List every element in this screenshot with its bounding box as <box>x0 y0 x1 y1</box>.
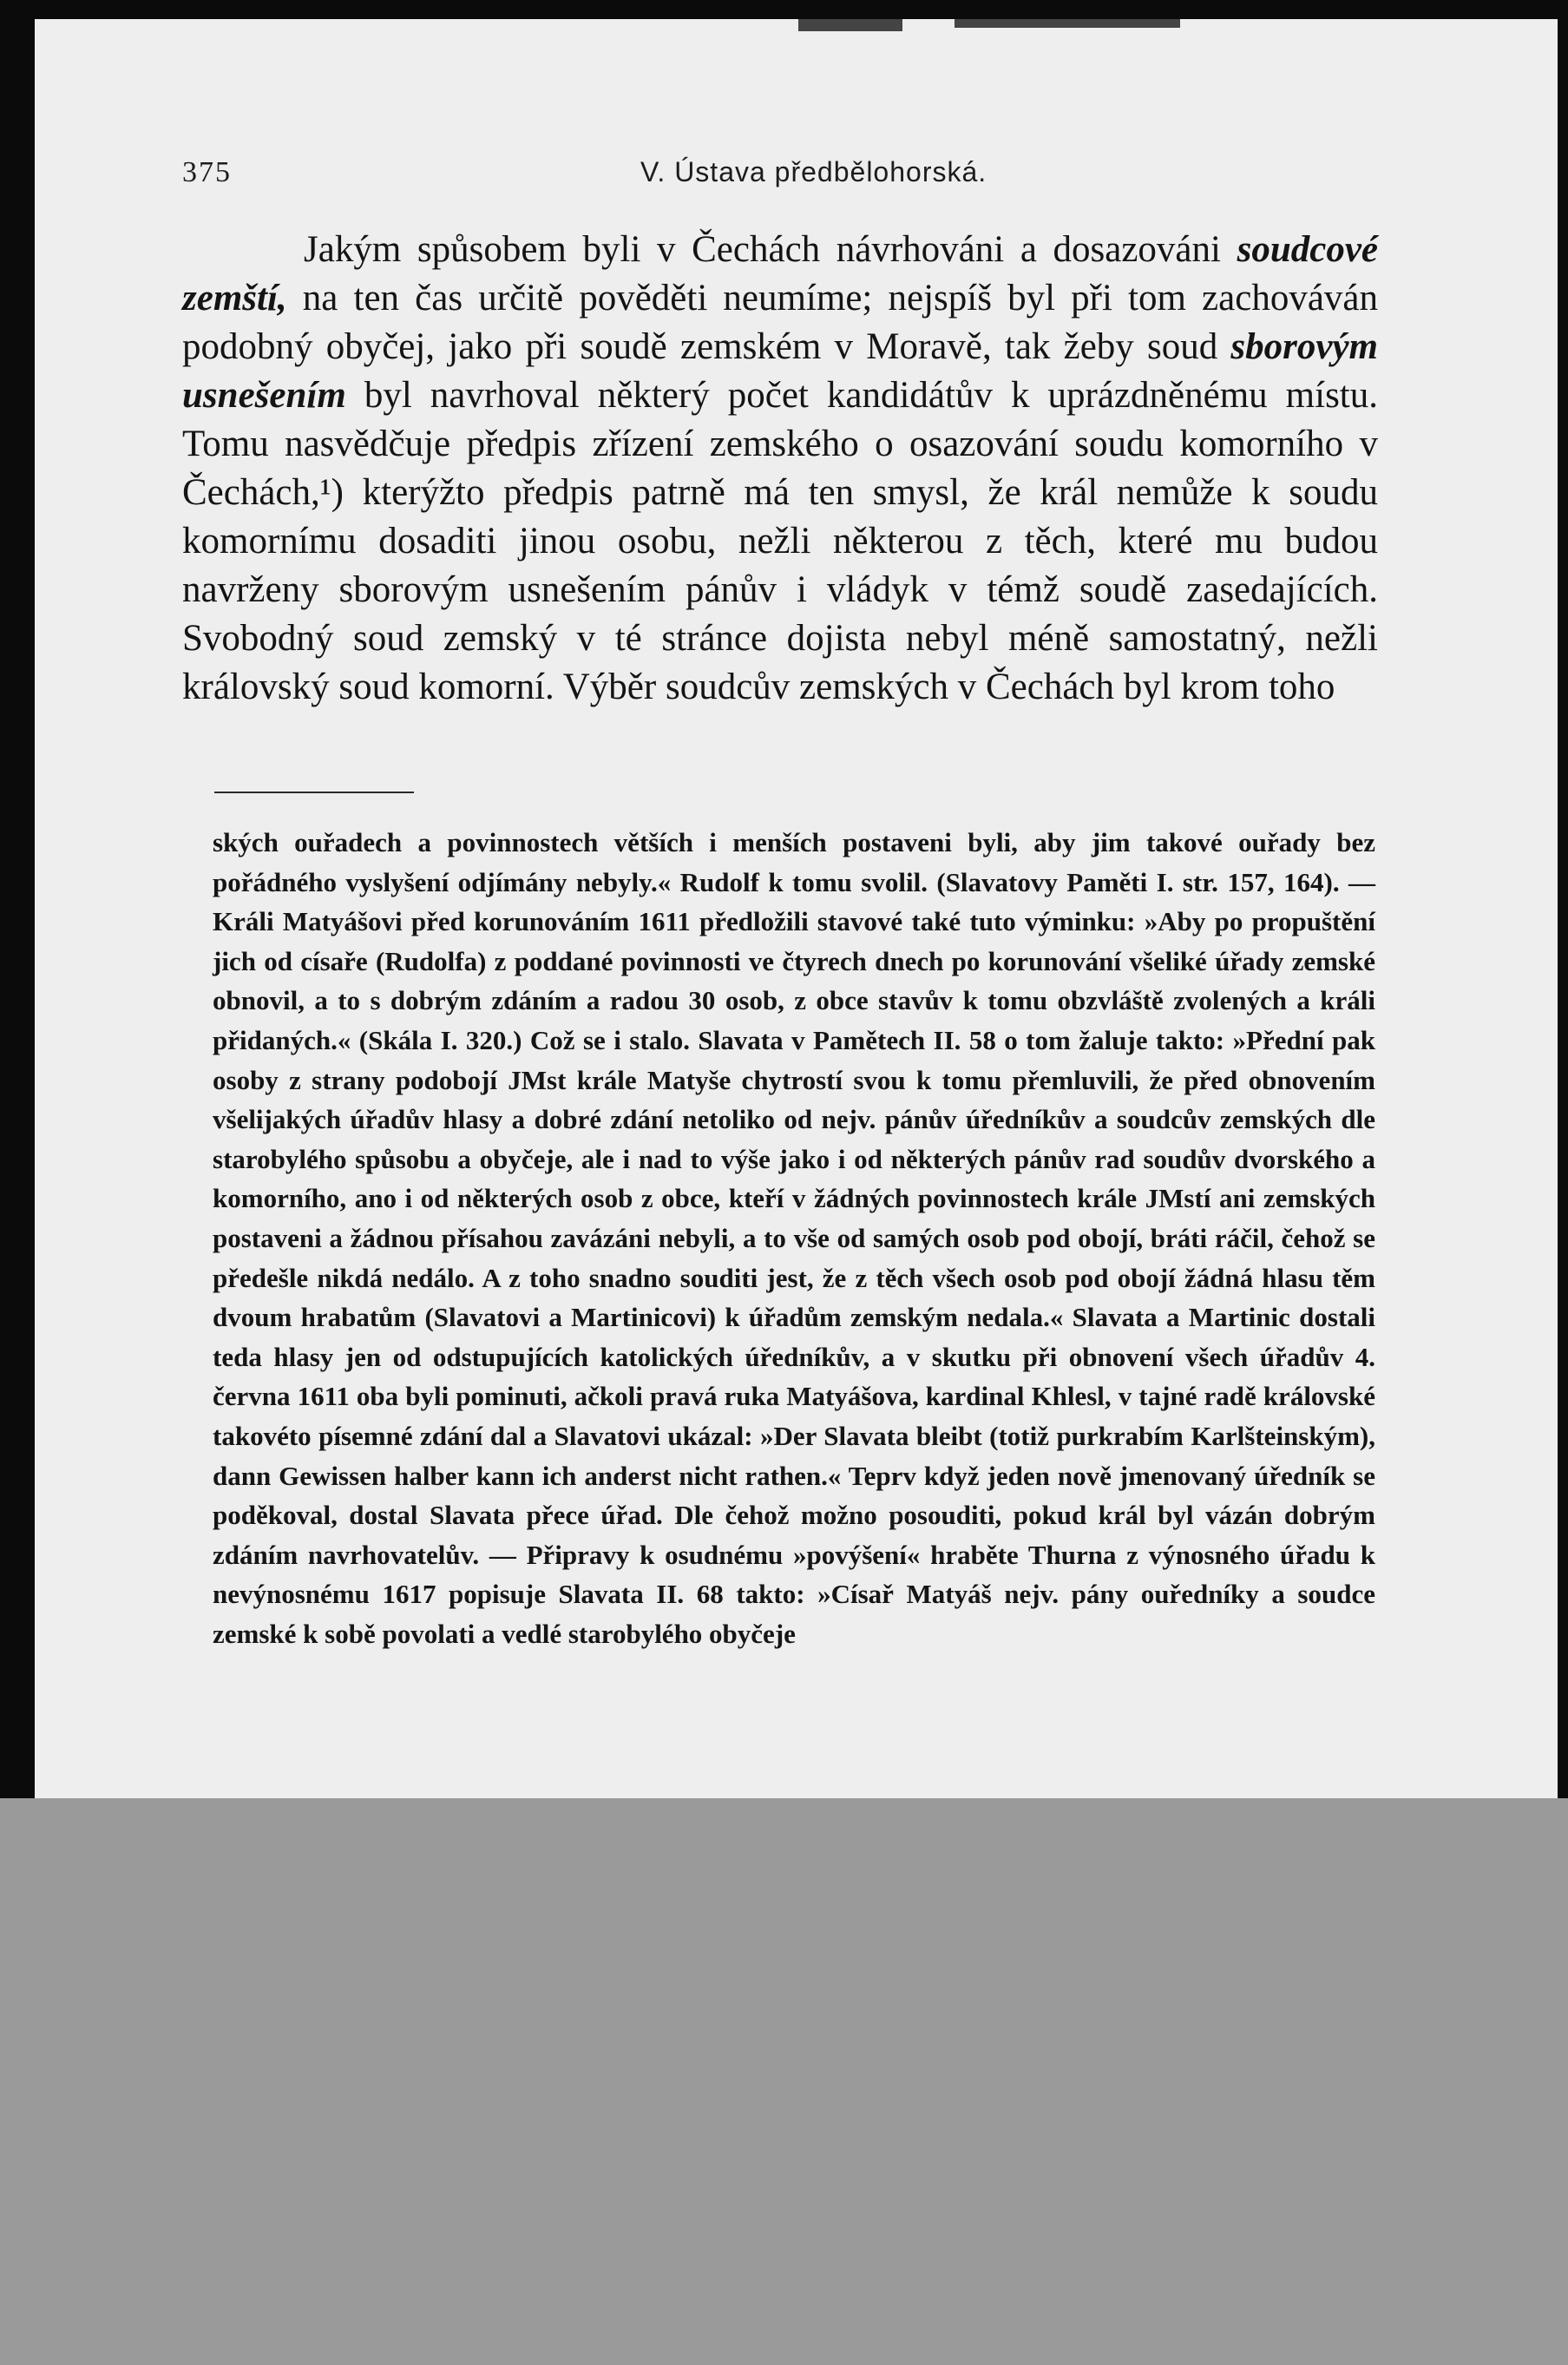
body-text-run: byl navrhoval některý počet kandidátův k uprázdněnému místu. Tomu nasvědčuje předpis zřízení zemského o osazování soudu komorního v Čechách,¹) kterýžto předpis patrně má ten smysl, že král nemůže k soudu komornímu dosaditi jinou osobu, nežli některou z těch, které mu budou navrženy sborovým usnešením pánův i vládyk v témž soudě zasedajících. Svobodný soud zemský v té stránce dojista nebyl méně samostatný, nežli královský soud komorní. Výběr soudcův zemských v Čechách byl krom toho <box>182 375 1378 707</box>
body-paragraph <box>182 226 1378 712</box>
scan-background <box>0 1798 1568 2365</box>
scan-artifact <box>798 19 902 31</box>
scan-edge <box>1558 0 1568 1798</box>
page-number: 375 <box>182 156 232 188</box>
running-title: V. Ústava předbělohorská. <box>640 156 987 187</box>
emphasis-text: sborovým usnešením <box>182 326 1378 416</box>
footnote-separator <box>214 792 414 793</box>
emphasis-text: soudcové zemští, <box>182 229 1378 319</box>
body-text <box>182 226 1378 712</box>
page-header <box>182 156 1397 200</box>
scan-artifact <box>955 19 1180 28</box>
body-text-run: Jakým spůsobem byli v Čechách návrhováni a dosazováni <box>304 229 1237 270</box>
footnote-text: ských ouřadech a povinnostech větších i menších postaveni byli, aby jim takové ouřady bez pořádného vyslyšení odjímány nebyly.« Rudolf k tomu svolil. (Slavatovy Paměti I. str. 157, 164). — Králi Matyášovi před korunováním 1611 předložili stavové také tuto výminku: »Aby po propuštění jich od císaře (Rudolfa) z poddané povinnosti ve čtyrech dnech po korunování všeliké úřady zemské obnovil, a to s dobrým zdáním a radou 30 osob, z obce stavův k tomu obzvláště zvolených a králi přidaných.« (Skála I. 320.) Což se i stalo. Slavata v Pamětech II. 58 o tom žaluje takto: »Přední pak osoby z strany podobojí JMst krále Matyše chytrostí svou k tomu přemluvili, že před obnovením všelijakých úřadův hlasy a dobré zdání netoliko od nejv. pánův úředníkův a soudcův zemských dle starobylého spůsobu a obyčeje, ale i nad to výše jako i od některých pánův rad soudův dvorského a komorního, ano i od některých osob z obce, kteří v žádných povinnostech krále JMstí ani zemských postaveni a žádnou přísahou zavázáni nebyli, a to vše od samých osob pod obojí, bráti ráčil, čehož se předešle nikdá nedálo. A z toho snadno souditi jest, že z těch všech osob pod obojí žádná hlasu těm dvoum hrabatům (Slavatovi a Martinicovi) k úřadům zemským nedala.« Slavata a Martinic dostali teda hlasy jen od odstupujících katolických úředníkův, a v skutku při obnovení všech úřadův 4. června 1611 oba byli pominuti, ačkoli pravá ruka Matyášova, kardinal Khlesl, v tajné radě královské takovéto písemné zdání dal a Slavatovi ukázal: »Der Slavata bleibt (totiž purkrabím Karlšteinským), dann Gewissen halber kann ich anderst nicht rathen.« Teprv když jeden nově jmenovaný úředník se poděkoval, dostal Slavata přece úřad. Dle čehož možno posouditi, pokud král byl vázán dobrým zdáním navrhovatelův. — Připravy k osudnému »povýšení« hraběte Thurna z výnosného úřadu k nevýnosnému 1617 popisuje Slavata II. 68 takto: »Císař Matyáš nejv. pány ouředníky a soudce zemské k sobě povolati a vedlé starobylého obyčeje <box>213 827 1375 1649</box>
body-text-run: na ten čas určitě pověděti neumíme; nejspíš byl při tom zachováván podobný obyčej, jako při soudě zemském v Moravě, tak žeby soud <box>182 278 1378 367</box>
